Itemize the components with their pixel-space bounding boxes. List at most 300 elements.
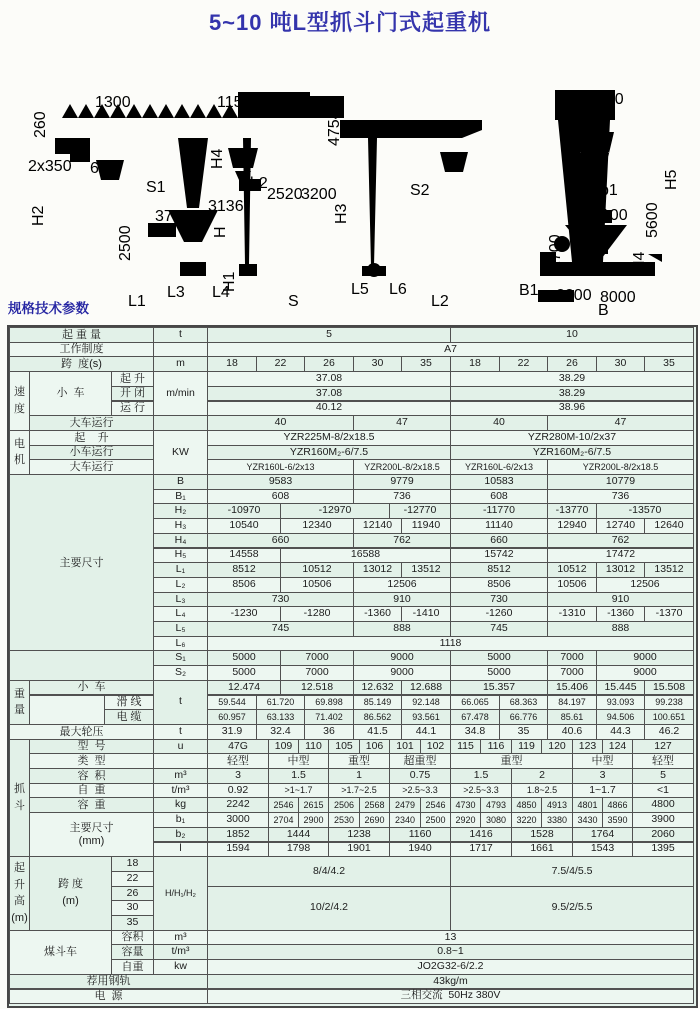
table-cell: 12506 [596, 577, 694, 593]
table-cell: 起 重 量 [9, 327, 154, 343]
table-cell: 12.474 [207, 680, 281, 696]
table-cell: 11940 [401, 518, 451, 534]
table-cell: 1395 [632, 842, 694, 858]
table-cell: YZR200L-8/2x18.5 [353, 459, 451, 475]
table-cell: 3900 [632, 812, 694, 828]
table-cell: 92.148 [401, 695, 451, 711]
dimension-label: 3136 [208, 198, 244, 215]
table-cell: 自重 [111, 959, 154, 975]
table-cell: 5000 [207, 665, 281, 681]
table-cell: 12340 [280, 518, 354, 534]
table-cell: 10 [450, 327, 694, 343]
table-cell: 1594 [207, 842, 269, 858]
dimension-label: 2150 [273, 102, 309, 119]
table-cell: 7.5/4/5.5 [450, 856, 694, 886]
table-cell: 32.4 [256, 724, 305, 740]
table-cell: S₂ [153, 665, 208, 681]
table-cell: 2546 [268, 797, 299, 813]
table-cell: 85.149 [353, 695, 402, 711]
table-cell: 1444 [268, 827, 329, 843]
table-cell: YZR160L-6/2x13 [450, 459, 548, 475]
table-cell: 主要尺寸 [9, 474, 154, 651]
table-cell: 730 [450, 592, 548, 608]
table-cell: 3380 [541, 812, 573, 828]
table-cell: 3590 [602, 812, 633, 828]
table-cell: YZR280M-10/2x37 [450, 430, 694, 446]
table-cell: 1543 [572, 842, 633, 858]
dimension-label: 2200 [556, 287, 592, 304]
table-cell: 10506 [547, 577, 597, 593]
table-cell: 10583 [450, 474, 548, 490]
table-cell: JO2G32-6/2.2 [207, 959, 694, 975]
table-cell: t [153, 680, 208, 725]
table-cell: 10540 [207, 518, 281, 534]
table-cell: 102 [420, 739, 451, 755]
table-cell: 12740 [596, 518, 645, 534]
table-cell: H₅ [153, 548, 208, 564]
table-cell: B [153, 474, 208, 490]
table-cell: kg [153, 797, 208, 813]
table-cell: L₁ [153, 562, 208, 578]
table-cell: -1360 [596, 606, 645, 622]
table-cell: 4793 [480, 797, 512, 813]
table-cell: 8506 [207, 577, 281, 593]
table-cell: 127 [632, 739, 694, 755]
table-cell: 3 [572, 768, 633, 784]
table-cell: 106 [359, 739, 390, 755]
table-cell: 37.08 [207, 386, 451, 402]
table-cell: 22 [111, 871, 154, 887]
table-cell: 15742 [450, 548, 548, 564]
table-cell: 2 [511, 768, 573, 784]
table-cell: 110 [298, 739, 329, 755]
table-cell: 120 [541, 739, 573, 755]
dimension-label: 2700 [547, 234, 564, 270]
table-cell: 1901 [328, 842, 390, 858]
table-cell: -11770 [450, 503, 548, 519]
table-cell: 35 [499, 724, 548, 740]
table-cell: 7000 [280, 650, 354, 666]
table-cell: -1360 [353, 606, 402, 622]
table-cell: 30 [111, 900, 154, 916]
table-cell: 2340 [389, 812, 421, 828]
table-cell: 86.562 [353, 709, 402, 725]
dimension-label: L1 [128, 293, 146, 310]
table-cell: 运 行 [111, 401, 154, 417]
table-cell [9, 650, 154, 680]
table-cell: kw [153, 959, 208, 975]
table-cell: 滑 线 [104, 695, 154, 711]
dimension-label: H2 [30, 205, 47, 226]
table-cell: 116 [480, 739, 512, 755]
table-cell: 15.445 [596, 680, 645, 696]
table-cell: 94.506 [596, 709, 645, 725]
table-cell: 60.957 [207, 709, 257, 725]
table-cell: 18 [207, 356, 257, 372]
table-cell: H₄ [153, 533, 208, 549]
table-cell: YZR160L-6/2x13 [207, 459, 354, 475]
table-cell: 最大轮压 [9, 724, 154, 740]
dimension-label: S2 [410, 182, 430, 199]
table-cell: B₁ [153, 489, 208, 505]
table-cell: 99.238 [644, 695, 694, 711]
section-heading: 规格技术参数 [8, 301, 89, 316]
table-cell: 10506 [280, 577, 354, 593]
table-cell: 18 [111, 856, 154, 872]
table-cell: 2479 [389, 797, 421, 813]
table-cell: 4850 [511, 797, 542, 813]
table-cell: 41.5 [353, 724, 402, 740]
dimension-label: 2100 [592, 207, 628, 224]
table-cell: L₂ [153, 577, 208, 593]
table-cell: 888 [547, 621, 694, 637]
table-cell: 0.8~1 [207, 944, 694, 960]
table-cell: 762 [353, 533, 451, 549]
table-cell: 三相交流 50Hz 380V [207, 989, 694, 1005]
table-cell: 5000 [207, 650, 281, 666]
dimension-label: 600 [90, 160, 117, 177]
table-cell: -12970 [280, 503, 390, 519]
table-cell: t [153, 327, 208, 343]
table-cell: 745 [450, 621, 548, 637]
table-cell: KW [153, 430, 208, 475]
table-cell: 85.61 [547, 709, 597, 725]
dimension-label: 2x350 [28, 158, 72, 175]
table-cell: -1260 [450, 606, 548, 622]
dimension-label: S1 [146, 179, 166, 196]
dimension-label: S [288, 293, 299, 310]
table-cell: 61.720 [256, 695, 305, 711]
table-cell: 115 [450, 739, 481, 755]
table-cell: 1238 [328, 827, 390, 843]
table-cell: 15.406 [547, 680, 597, 696]
table-cell: L₅ [153, 621, 208, 637]
table-cell: 31.9 [207, 724, 257, 740]
table-cell: 4730 [450, 797, 481, 813]
table-cell: 1528 [511, 827, 573, 843]
table-cell: 608 [450, 489, 548, 505]
table-cell: 40.12 [207, 401, 451, 417]
table-cell: YZR160M₂-6/7.5 [450, 445, 694, 461]
page-title: 5~10 吨L型抓斗门式起重机 [208, 10, 492, 35]
table-cell: 9.5/2/5.5 [450, 886, 694, 931]
table-cell: 起 升 高 (m) [9, 856, 30, 931]
table-cell [153, 342, 208, 358]
table-cell: 66.065 [450, 695, 500, 711]
table-cell: 8/4/4.2 [207, 856, 451, 886]
table-cell: 34.8 [450, 724, 500, 740]
table-cell: 11140 [450, 518, 548, 534]
wheel [186, 262, 200, 276]
table-cell: 9000 [353, 650, 451, 666]
table-cell: 容量 [111, 944, 154, 960]
table-cell: YZR225M-8/2x18.5 [207, 430, 451, 446]
table-cell: 37.08 [207, 371, 451, 387]
table-cell [29, 695, 105, 725]
table-cell: b₂ [153, 827, 208, 843]
table-cell: 38.29 [450, 386, 694, 402]
dimension-label: 3300 [273, 90, 309, 107]
table-cell: 9000 [353, 665, 451, 681]
table-cell: 煤斗车 [9, 930, 112, 975]
dimension-label: 2520 [267, 186, 303, 203]
table-cell: 660 [450, 533, 548, 549]
table-cell: 105 [328, 739, 360, 755]
table-cell: 3430 [572, 812, 603, 828]
table-cell: 超重型 [389, 753, 451, 769]
dimension-label: B [598, 302, 609, 319]
table-cell: -1370 [644, 606, 694, 622]
table-cell: 12.518 [280, 680, 354, 696]
table-cell: 67.478 [450, 709, 500, 725]
dimension-label: 3200 [301, 186, 337, 203]
table-cell: 910 [547, 592, 694, 608]
table-cell: 大车运行 [29, 459, 154, 475]
table-cell: 中型 [572, 753, 633, 769]
table-cell: 22 [499, 356, 548, 372]
table-cell: 3000 [207, 812, 269, 828]
table-cell: 15.357 [450, 680, 548, 696]
dimension-label: b1 [600, 182, 618, 199]
table-cell: 15.508 [644, 680, 694, 696]
table-cell: 44.1 [401, 724, 451, 740]
table-cell: 重型 [450, 753, 573, 769]
table-cell: 84.197 [547, 695, 597, 711]
table-cell: 重型 [328, 753, 390, 769]
table-cell: 2506 [328, 797, 360, 813]
table-cell: 1.5 [450, 768, 512, 784]
table-cell: 40 [207, 415, 354, 431]
table-cell: 4801 [572, 797, 603, 813]
dimension-label: H4 [209, 148, 226, 169]
table-cell: 电 源 [9, 989, 208, 1005]
table-cell: 自 重 [29, 783, 154, 799]
table-cell: 8506 [450, 577, 548, 593]
table-cell: 容 重 [29, 797, 154, 813]
table-cell: 47 [547, 415, 694, 431]
table-cell: 7000 [547, 665, 597, 681]
table-cell: 1416 [450, 827, 512, 843]
dimension-label: H1 [221, 271, 238, 292]
table-cell: 10512 [280, 562, 354, 578]
wheel [367, 263, 381, 277]
table-cell: 35 [644, 356, 694, 372]
table-cell: 40 [450, 415, 548, 431]
table-cell: 3 [207, 768, 269, 784]
table-cell: 荐用钢轨 [9, 974, 208, 990]
table-cell: 12640 [644, 518, 694, 534]
dimension-label: L4 [212, 284, 230, 301]
table-cell: 9000 [596, 650, 694, 666]
table-cell: H₃ [153, 518, 208, 534]
table-cell: 1717 [450, 842, 512, 858]
table-cell: m/min [153, 371, 208, 416]
dimension-label: H4 [631, 251, 648, 272]
table-cell: 大车运行 [29, 415, 154, 431]
table-cell: H₂ [153, 503, 208, 519]
table-cell: 9779 [353, 474, 451, 490]
table-cell: 910 [353, 592, 451, 608]
table-cell: 100.651 [644, 709, 694, 725]
dimension-label: 8000 [600, 289, 636, 306]
table-cell: 跨 度 (m) [29, 856, 112, 931]
table-cell: 1940 [389, 842, 451, 858]
table-cell: L₃ [153, 592, 208, 608]
table-cell: 3220 [511, 812, 542, 828]
table-cell: 10/2/4.2 [207, 886, 451, 931]
table-cell: 13012 [596, 562, 645, 578]
dimension-label: 260 [32, 111, 49, 138]
table-cell: 13012 [353, 562, 402, 578]
table-cell: 1160 [389, 827, 451, 843]
table-cell: 26 [304, 356, 354, 372]
table-cell: 13512 [644, 562, 694, 578]
table-cell: 0.92 [207, 783, 269, 799]
table-cell: 2242 [207, 797, 269, 813]
table-cell: 1852 [207, 827, 269, 843]
table-cell: 容积 [111, 930, 154, 946]
table-cell: 47G [207, 739, 269, 755]
table-cell: 745 [207, 621, 354, 637]
table-cell: 5 [207, 327, 451, 343]
table-cell: 2690 [359, 812, 390, 828]
table-cell: H/H₁/H₂ [153, 856, 208, 931]
table-cell: -1280 [280, 606, 354, 622]
table-cell: 47 [353, 415, 451, 431]
table-cell: 22 [256, 356, 305, 372]
table-cell: YZR200L-8/2x18.5 [547, 459, 694, 475]
table-cell [153, 753, 208, 769]
table-cell: -1230 [207, 606, 281, 622]
table-cell: 2060 [632, 827, 694, 843]
table-cell: 4913 [541, 797, 573, 813]
dimension-label: L2 [431, 293, 449, 310]
dimension-label: L3 [167, 284, 185, 301]
table-cell: 1~1.7 [572, 783, 633, 799]
table-cell: 66.776 [499, 709, 548, 725]
table-cell: 123 [572, 739, 603, 755]
table-cell: 跨 度(s) [9, 356, 154, 372]
table-cell: 69.898 [304, 695, 354, 711]
table-cell: -1310 [547, 606, 597, 622]
table-cell: 5000 [450, 650, 548, 666]
table-cell: YZR160M₂-6/7.5 [207, 445, 451, 461]
table-cell: -1410 [401, 606, 451, 622]
table-cell: 93.561 [401, 709, 451, 725]
spec-table [7, 325, 698, 1008]
table-cell: -13570 [596, 503, 694, 519]
table-cell: l [153, 842, 208, 858]
table-cell: 2615 [298, 797, 329, 813]
table-cell: 26 [547, 356, 597, 372]
table-cell: 开 闭 [111, 386, 154, 402]
table-cell: >1.7~2.5 [328, 783, 390, 799]
table-cell: 109 [268, 739, 299, 755]
table-cell: 2500 [420, 812, 451, 828]
table-cell: 16588 [280, 548, 451, 564]
table-cell: 13 [207, 930, 694, 946]
dimension-label: 3700 [155, 208, 191, 225]
table-cell: 44.3 [596, 724, 645, 740]
table-cell: 5000 [450, 665, 548, 681]
table-cell: 类 型 [29, 753, 154, 769]
table-cell: 63.133 [256, 709, 305, 725]
table-cell: 119 [511, 739, 542, 755]
table-cell: 小 车 [29, 371, 112, 416]
table-cell: 1661 [511, 842, 573, 858]
table-cell: 14558 [207, 548, 281, 564]
table-cell: 速 度 [9, 371, 30, 431]
table-cell: t/m³ [153, 944, 208, 960]
table-cell: 40.6 [547, 724, 597, 740]
table-cell: 0.75 [389, 768, 451, 784]
dimension-label: 4754 [326, 110, 343, 146]
table-cell: 38.29 [450, 371, 694, 387]
table-cell: t [153, 724, 208, 740]
table-cell: L₄ [153, 606, 208, 622]
table-cell: A7 [207, 342, 694, 358]
table-cell: 8512 [450, 562, 548, 578]
table-cell: 736 [353, 489, 451, 505]
table-cell: 重 量 [9, 680, 30, 725]
table-cell: 43kg/m [207, 974, 694, 990]
table-cell: 12940 [547, 518, 597, 534]
table-cell: 30 [596, 356, 645, 372]
table-cell: 1.5 [268, 768, 329, 784]
table-cell: 轻型 [632, 753, 694, 769]
table-cell: 17472 [547, 548, 694, 564]
table-cell: 93.093 [596, 695, 645, 711]
table-cell: 46.2 [644, 724, 694, 740]
table-cell: -10970 [207, 503, 281, 519]
table-cell: 608 [207, 489, 354, 505]
table-cell: 7000 [547, 650, 597, 666]
table-cell: 30 [353, 356, 402, 372]
table-cell: 2546 [420, 797, 451, 813]
table-cell: 8512 [207, 562, 281, 578]
dimension-label: 5600 [644, 202, 661, 238]
table-cell: 9583 [207, 474, 354, 490]
table-cell: 抓 斗 [9, 739, 30, 858]
table-cell: 59.544 [207, 695, 257, 711]
table-cell: 35 [111, 915, 154, 931]
table-cell: 2920 [450, 812, 481, 828]
table-cell: -13770 [547, 503, 597, 519]
dimension-label: b2 [250, 175, 268, 192]
table-cell: 12506 [353, 577, 451, 593]
table-cell: 730 [207, 592, 354, 608]
table-cell: 71.402 [304, 709, 354, 725]
table-cell: 电 缆 [104, 709, 154, 725]
dimension-label: 1300 [95, 94, 131, 111]
table-cell: 12.688 [401, 680, 451, 696]
table-cell: 5 [632, 768, 694, 784]
table-cell: 1118 [207, 636, 694, 652]
table-cell: 736 [547, 489, 694, 505]
table-cell: 124 [602, 739, 633, 755]
table-cell: 1.8~2.5 [511, 783, 573, 799]
table-cell: 2900 [298, 812, 329, 828]
table-cell: 电 机 [9, 430, 30, 475]
table-cell: 型 号 [29, 739, 154, 755]
table-cell: 12140 [353, 518, 402, 534]
table-cell: 2568 [359, 797, 390, 813]
table-cell: 18 [450, 356, 500, 372]
table-cell [153, 415, 208, 431]
table-cell: 9000 [596, 665, 694, 681]
table-cell: 1764 [572, 827, 633, 843]
table-cell: L₆ [153, 636, 208, 652]
